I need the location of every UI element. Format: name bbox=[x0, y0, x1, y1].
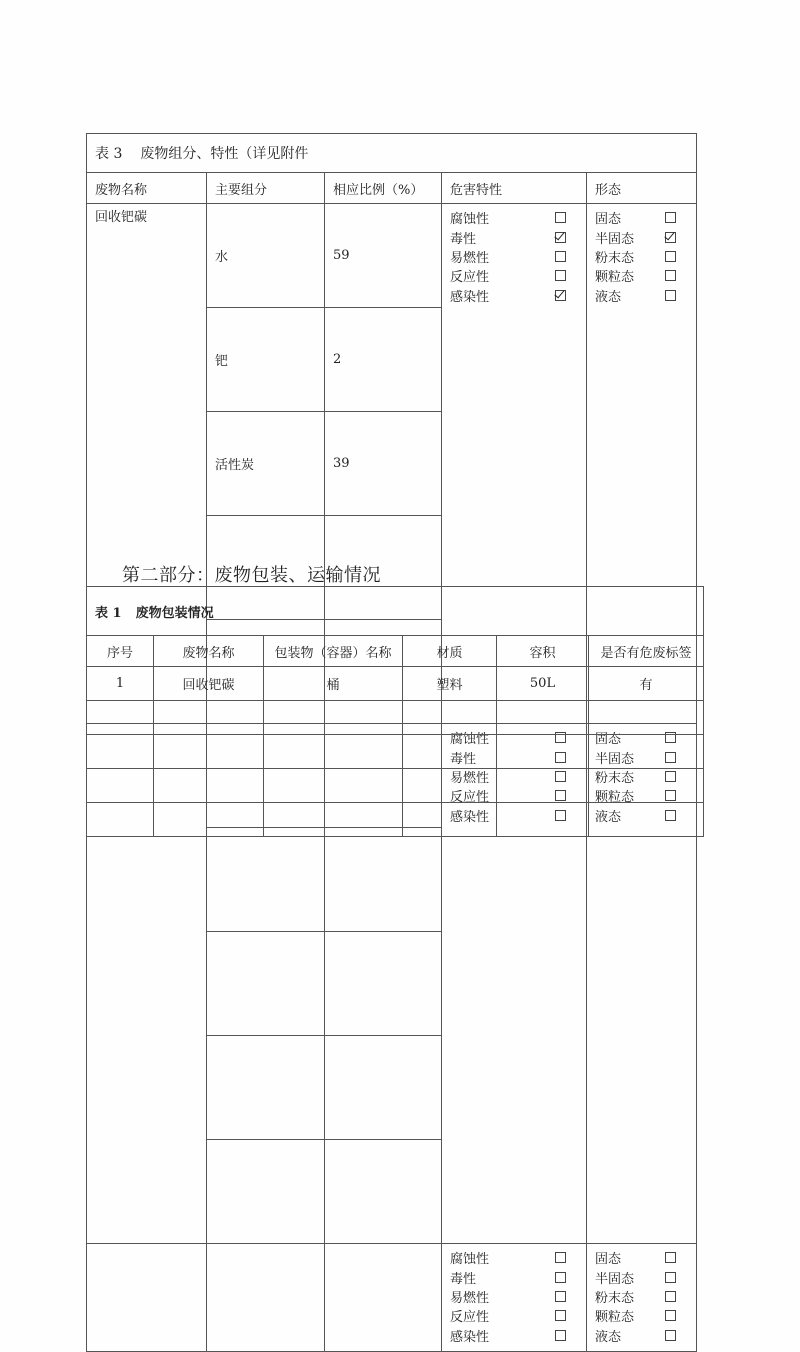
checkbox-icon[interactable] bbox=[555, 212, 566, 223]
hazard-option bbox=[450, 286, 578, 305]
checkbox-icon[interactable] bbox=[555, 1291, 566, 1302]
checkbox-icon[interactable] bbox=[555, 1330, 566, 1341]
state-option-label: 半固态 bbox=[595, 231, 635, 247]
state-option-label: 液态 bbox=[595, 289, 622, 305]
ratio-row bbox=[325, 204, 441, 308]
checkbox-icon[interactable] bbox=[555, 1252, 566, 1263]
hazard-option-label: 感染性 bbox=[450, 289, 490, 305]
ratio-value bbox=[325, 828, 441, 932]
state-option bbox=[595, 1248, 688, 1267]
state-option bbox=[595, 227, 688, 246]
state-option bbox=[595, 266, 688, 285]
state-option-label: 固态 bbox=[595, 212, 622, 228]
hazard-option bbox=[450, 1326, 578, 1345]
hazard-option bbox=[450, 1287, 578, 1306]
ratio-value bbox=[325, 932, 441, 1036]
hazard-option-label: 感染性 bbox=[450, 1329, 490, 1345]
hazard-option-label: 反应性 bbox=[450, 270, 490, 286]
table-cell bbox=[497, 701, 589, 735]
hazard-option bbox=[450, 247, 578, 266]
table1-caption-title: 废物包装情况 bbox=[135, 605, 214, 621]
state-options bbox=[587, 1244, 696, 1345]
checkbox-icon[interactable] bbox=[665, 232, 676, 243]
checkbox-icon[interactable] bbox=[555, 270, 566, 281]
ratio-row bbox=[325, 412, 441, 516]
header-container-name: 包装物（容器）名称 bbox=[264, 636, 403, 667]
table1-caption bbox=[87, 587, 704, 636]
table-cell: 50L bbox=[497, 667, 589, 701]
checkbox-icon[interactable] bbox=[665, 1272, 676, 1283]
ratio-value bbox=[325, 1036, 441, 1140]
state-cell bbox=[587, 1244, 697, 1352]
table3-caption bbox=[87, 134, 697, 173]
state-option-label: 粉末态 bbox=[595, 770, 635, 786]
header-seq: 序号 bbox=[87, 636, 154, 667]
waste-name-cell bbox=[87, 1244, 207, 1352]
hazard-option-label: 反应性 bbox=[450, 790, 490, 806]
checkbox-icon[interactable] bbox=[665, 251, 676, 262]
state-option-label: 固态 bbox=[595, 1252, 622, 1268]
header-waste-name: 废物名称 bbox=[87, 173, 207, 204]
table-cell bbox=[403, 735, 497, 769]
table-cell: 1 bbox=[87, 667, 154, 701]
checkbox-icon[interactable] bbox=[665, 290, 676, 301]
hazard-option bbox=[450, 266, 578, 285]
table-cell bbox=[589, 701, 704, 735]
table-row bbox=[87, 769, 704, 803]
hazard-options bbox=[442, 1244, 586, 1345]
hazard-option-label: 易燃性 bbox=[450, 770, 490, 786]
component-row bbox=[207, 412, 324, 516]
table-cell bbox=[497, 803, 589, 837]
component-value bbox=[207, 1036, 324, 1140]
table-cell bbox=[403, 803, 497, 837]
ratio-value: 39 bbox=[325, 412, 441, 516]
state-option-label: 液态 bbox=[595, 1329, 622, 1345]
checkbox-icon[interactable] bbox=[665, 1330, 676, 1341]
component-value: 水 bbox=[207, 204, 324, 308]
table3-caption-title: 废物组分、特性（详见附件 bbox=[140, 146, 309, 162]
table-row bbox=[87, 803, 704, 837]
table-cell bbox=[87, 735, 154, 769]
state-option-label: 颗粒态 bbox=[595, 1310, 635, 1326]
packaging-table bbox=[86, 586, 704, 837]
table-cell bbox=[87, 701, 154, 735]
checkbox-icon[interactable] bbox=[555, 1272, 566, 1283]
state-option bbox=[595, 247, 688, 266]
component-row bbox=[207, 308, 324, 412]
ratio-row bbox=[325, 932, 441, 1036]
checkbox-icon[interactable] bbox=[665, 212, 676, 223]
ratio-value bbox=[325, 1140, 441, 1244]
table-cell bbox=[87, 769, 154, 803]
table1-caption-label: 表 1 bbox=[95, 605, 122, 621]
hazard-option-label: 毒性 bbox=[450, 231, 477, 247]
checkbox-icon[interactable] bbox=[665, 1310, 676, 1321]
component-value bbox=[207, 828, 324, 932]
header-volume: 容积 bbox=[497, 636, 589, 667]
state-options bbox=[587, 204, 696, 305]
table-cell bbox=[264, 701, 403, 735]
header-ratio: 相应比例（%） bbox=[325, 173, 442, 204]
checkbox-icon[interactable] bbox=[555, 251, 566, 262]
state-option bbox=[595, 1287, 688, 1306]
hazard-option-label: 腐蚀性 bbox=[450, 1252, 490, 1268]
table-cell: 回收钯碳 bbox=[154, 667, 264, 701]
table-cell bbox=[589, 735, 704, 769]
table-cell: 塑料 bbox=[403, 667, 497, 701]
table-cell bbox=[589, 803, 704, 837]
state-option-label: 固态 bbox=[595, 732, 622, 748]
state-option-label: 半固态 bbox=[595, 751, 635, 767]
state-option bbox=[595, 286, 688, 305]
component-value: 钯 bbox=[207, 308, 324, 412]
component-value: 活性炭 bbox=[207, 412, 324, 516]
table-row bbox=[87, 667, 704, 701]
ratio-row bbox=[325, 308, 441, 412]
table-cell bbox=[87, 803, 154, 837]
hazard-option-label: 易燃性 bbox=[450, 250, 490, 266]
waste-group-row bbox=[87, 1244, 697, 1352]
checkbox-icon[interactable] bbox=[665, 270, 676, 281]
hazard-option-label: 反应性 bbox=[450, 1310, 490, 1326]
hazard-option bbox=[450, 208, 578, 227]
state-option-label: 粉末态 bbox=[595, 250, 635, 266]
state-option-label: 半固态 bbox=[595, 1271, 635, 1287]
header-hazard: 危害特性 bbox=[442, 173, 587, 204]
hazard-option bbox=[450, 227, 578, 246]
hazard-option bbox=[450, 1248, 578, 1267]
header-hazard-label: 是否有危废标签 bbox=[589, 636, 704, 667]
table-cell bbox=[154, 701, 264, 735]
hazard-options bbox=[442, 204, 586, 305]
state-option bbox=[595, 1326, 688, 1345]
component-row bbox=[207, 932, 324, 1036]
component-cell bbox=[207, 1244, 325, 1352]
checkbox-icon[interactable] bbox=[555, 232, 566, 243]
hazard-option bbox=[450, 1306, 578, 1325]
header-main-component: 主要组分 bbox=[207, 173, 325, 204]
checkbox-icon[interactable] bbox=[555, 1310, 566, 1321]
table-row bbox=[87, 735, 704, 769]
state-option-label: 粉末态 bbox=[595, 1290, 635, 1306]
table-cell bbox=[403, 769, 497, 806]
ratio-cell bbox=[325, 1244, 442, 1352]
hazard-option-label: 腐蚀性 bbox=[450, 732, 490, 748]
hazard-option bbox=[450, 1267, 578, 1286]
hazard-option-label: 腐蚀性 bbox=[450, 212, 490, 228]
table-cell bbox=[497, 769, 589, 803]
state-option bbox=[595, 1306, 688, 1325]
table-cell bbox=[264, 803, 403, 837]
hazard-option-label: 毒性 bbox=[450, 751, 477, 767]
table-cell bbox=[264, 769, 403, 803]
header-waste-name: 废物名称 bbox=[154, 636, 264, 667]
ratio-value: 59 bbox=[325, 204, 441, 308]
table-row bbox=[87, 701, 704, 735]
component-value bbox=[207, 1140, 324, 1244]
checkbox-icon[interactable] bbox=[555, 290, 566, 301]
state-option-label: 颗粒态 bbox=[595, 790, 635, 806]
state-option bbox=[595, 208, 688, 227]
hazard-option-label: 毒性 bbox=[450, 1271, 477, 1287]
component-row bbox=[207, 828, 324, 932]
table-cell bbox=[154, 803, 264, 837]
checkbox-icon[interactable] bbox=[665, 1291, 676, 1302]
component-value bbox=[207, 932, 324, 1036]
table-cell: 有 bbox=[589, 667, 704, 701]
state-option bbox=[595, 1267, 688, 1286]
checkbox-icon[interactable] bbox=[665, 1252, 676, 1263]
table-cell bbox=[264, 735, 403, 769]
waste-name-cell: 回收钯碳 bbox=[87, 204, 207, 724]
ratio-row bbox=[325, 1140, 441, 1244]
state-option-label: 颗粒态 bbox=[595, 270, 635, 286]
ratio-value: 2 bbox=[325, 308, 441, 412]
header-state: 形态 bbox=[587, 173, 697, 204]
state-option-label: 液态 bbox=[595, 809, 622, 825]
table-cell bbox=[154, 769, 264, 803]
hazard-option-label: 感染性 bbox=[450, 809, 490, 825]
ratio-row bbox=[325, 1036, 441, 1140]
table-cell: 桶 bbox=[264, 667, 403, 701]
table-cell bbox=[589, 769, 704, 806]
table-cell bbox=[403, 701, 497, 735]
component-row bbox=[207, 1140, 324, 1244]
table3-caption-label: 表 3 bbox=[95, 146, 123, 162]
section-title: 第二部分：废物包装、运输情况 bbox=[122, 565, 381, 586]
header-material: 材质 bbox=[403, 636, 497, 667]
table-cell bbox=[154, 735, 264, 769]
ratio-row bbox=[325, 828, 441, 932]
hazard-option-label: 易燃性 bbox=[450, 1290, 490, 1306]
component-row bbox=[207, 204, 324, 308]
table-cell bbox=[497, 735, 589, 769]
component-row bbox=[207, 1036, 324, 1140]
hazard-cell bbox=[442, 1244, 587, 1352]
